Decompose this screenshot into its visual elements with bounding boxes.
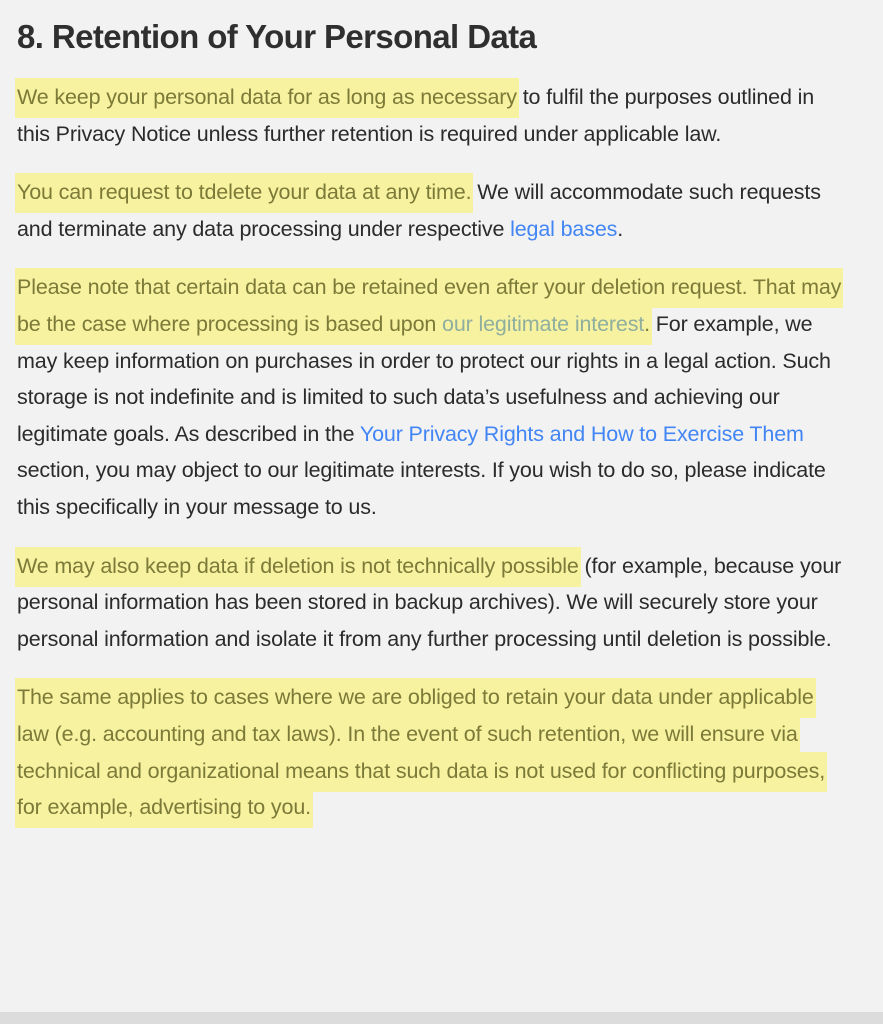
- link-your-privacy-rights-and-how-to-exercise-them[interactable]: Your Privacy Rights and How to Exercise Them: [359, 421, 804, 446]
- paragraph-text: to fulfil the purposes outlined in this Privacy Notice unless further retention is required under applicable law.: [17, 85, 815, 146]
- paragraph-technical-impossibility: [17, 548, 849, 658]
- paragraph-text: For example, we may keep information on purchases in order to protect our rights in a legal action. Such storage is not indefinite and is limited to such data’s usefulness and achieving our legitimate goals. As described in the: [17, 311, 831, 446]
- highlight-text: Please note that certain data can be retained even after your deletion request. That may be the case where processing is based upon: [17, 275, 842, 336]
- page-title: 8. Retention of Your Personal Data: [17, 18, 537, 55]
- paragraph-retention-duration: [17, 79, 849, 152]
- highlight-retention-duration: We keep your personal data for as long as necessary: [15, 78, 519, 118]
- paragraph-text: .: [617, 216, 624, 241]
- highlight-deletion-request: You can request to tdelete your data at any time.: [15, 173, 473, 213]
- highlight-technically-possible: We may also keep data if deletion is not technically possible: [15, 547, 581, 587]
- highlight-legal-obligation: The same applies to cases where we are obliged to retain your data under applicable law (e.g. accounting and tax laws). In the event of such retention, we will ensure via technical and organizational means that such data is not used for conflicting purposes, for example, advertising to you.: [15, 678, 827, 828]
- highlight-text: .: [644, 311, 650, 336]
- link-legal-bases[interactable]: legal bases: [510, 216, 618, 241]
- paragraph-text: (for example, because your personal information has been stored in backup archives). We will securely store your personal information and isolate it from any further processing until deletion is possible.: [17, 553, 842, 651]
- link-our-legitimate-interest[interactable]: our legitimate interest: [442, 311, 645, 336]
- paragraph-deletion-request: [17, 174, 849, 247]
- page-bottom-edge: [0, 1012, 883, 1024]
- paragraph-text: section, you may object to our legitimate interests. If you wish to do so, please indicate this specifically in your message to us.: [17, 458, 826, 519]
- paragraph-legal-obligation: [17, 679, 849, 825]
- paragraph-text: We will accommodate such requests and terminate any data processing under respective: [17, 180, 821, 241]
- paragraph-legitimate-interest: [17, 269, 849, 525]
